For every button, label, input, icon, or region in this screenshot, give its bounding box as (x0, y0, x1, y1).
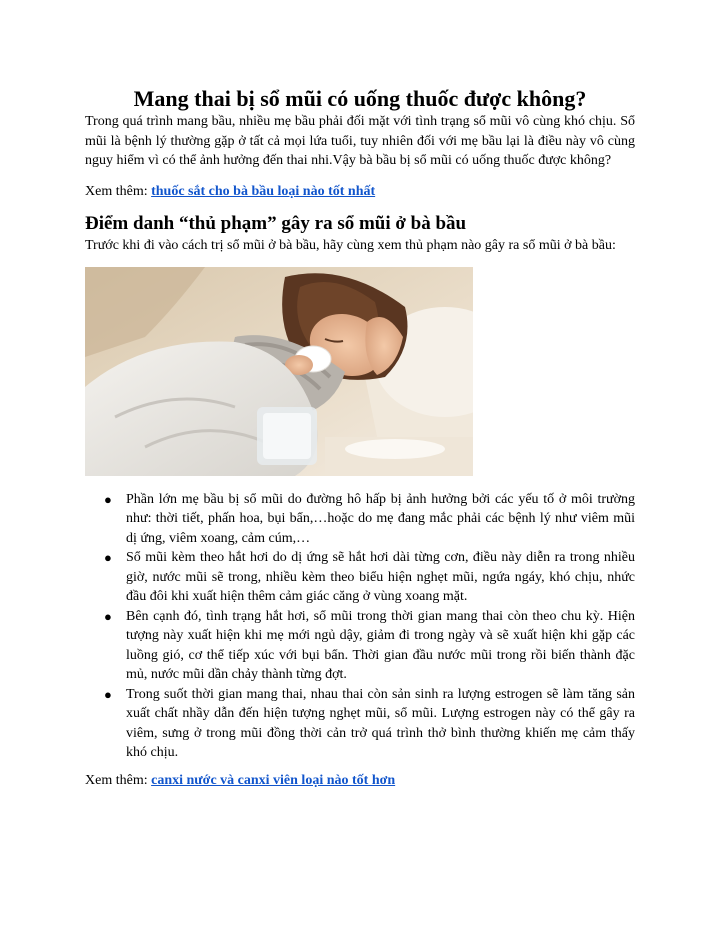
list-item-text: Bên cạnh đó, tình trạng hắt hơi, sổ mũi trong thời gian mang thai còn theo chu kỳ. Hiện tượng này xuất hiện khi mẹ mới ngủ dậy, giảm đi trong ngày và sẽ xuất hiện khi gặp các luồng gió, cơ thể tiếp xúc với bụi bẩn. Thời gian đầu nước mũi trong rồi biến thành đặc mủ, nước mũi dần chảy thành từng đợt. (126, 608, 635, 682)
bullet-icon: ● (104, 491, 112, 507)
sick-woman-photo (85, 267, 473, 476)
bullet-icon: ● (104, 550, 112, 565)
document-page (85, 86, 635, 790)
section-intro-paragraph: Trước khi đi vào cách trị sổ mũi ở bà bầu, hãy cùng xem thủ phạm nào gây ra sổ mũi ở bà bầu: (85, 238, 616, 253)
bullet-icon: ● (104, 686, 112, 702)
list-item-text: Phần lớn mẹ bầu bị sổ mũi do đường hô hấp bị ảnh hưởng bởi các yếu tố ở môi trường như: thời tiết, phấn hoa, bụi bẩn,…hoặc do mẹ đang mắc phải các bệnh lý như viêm mũi dị ứng, viêm xoang, cảm cúm,… (126, 491, 635, 546)
list-item-text: Sổ mũi kèm theo hắt hơi do dị ứng sẽ hắt hơi dài từng cơn, điều này diễn ra trong nhiều giờ, nước mũi sẽ trong, nhiều kèm theo biểu hiện nghẹt mũi, ngứa ngáy, khó chịu, nhức đầu đôi khi xuất hiện thêm cảm giác căng ở vùng xoang mặt. (126, 550, 635, 604)
see-also-line (85, 771, 635, 791)
see-also-prefix: Xem thêm: (85, 183, 152, 199)
article-title: Mang thai bị sổ mũi có uống thuốc được không? (133, 86, 587, 111)
list-item-text: Trong suốt thời gian mang thai, nhau thai còn sản sinh ra lượng estrogen sẽ làm tăng sản xuất chất nhầy dẫn đến hiện tượng nghẹt mũi, sổ mũi. Lượng estrogen này có thể gây ra viêm, sưng ở trong mũi đồng thời cản trở quá trình thở bình thường khiến mẹ cảm thấy khó chịu. (126, 686, 635, 760)
list-item (104, 685, 635, 763)
bullet-icon: ● (104, 608, 112, 624)
list-item (104, 607, 635, 685)
calcium-link[interactable]: canxi nước và canxi viên loại nào tốt hơn (151, 772, 396, 788)
section-heading: Điểm danh “thủ phạm” gây ra sổ mũi ở bà bầu (85, 213, 467, 234)
see-also-prefix: Xem thêm: (85, 772, 152, 788)
list-item (104, 548, 635, 607)
causes-list (85, 490, 635, 763)
see-also-line (85, 182, 635, 202)
intro-paragraph: Trong quá trình mang bầu, nhiều mẹ bầu phải đối mặt với tình trạng sổ mũi vô cùng khó chịu. Sổ mũi là bệnh lý thường gặp ở tất cả mọi lứa tuổi, tuy nhiên đối với mẹ bầu lại là điều này vô cùng nguy hiểm vì có thể ảnh hưởng đến thai nhi.Vậy bà bầu bị sổ mũi có uống thuốc được không? (85, 114, 635, 168)
list-item (104, 490, 635, 549)
iron-supplement-link[interactable]: thuốc sắt cho bà bầu loại nào tốt nhất (151, 183, 376, 199)
